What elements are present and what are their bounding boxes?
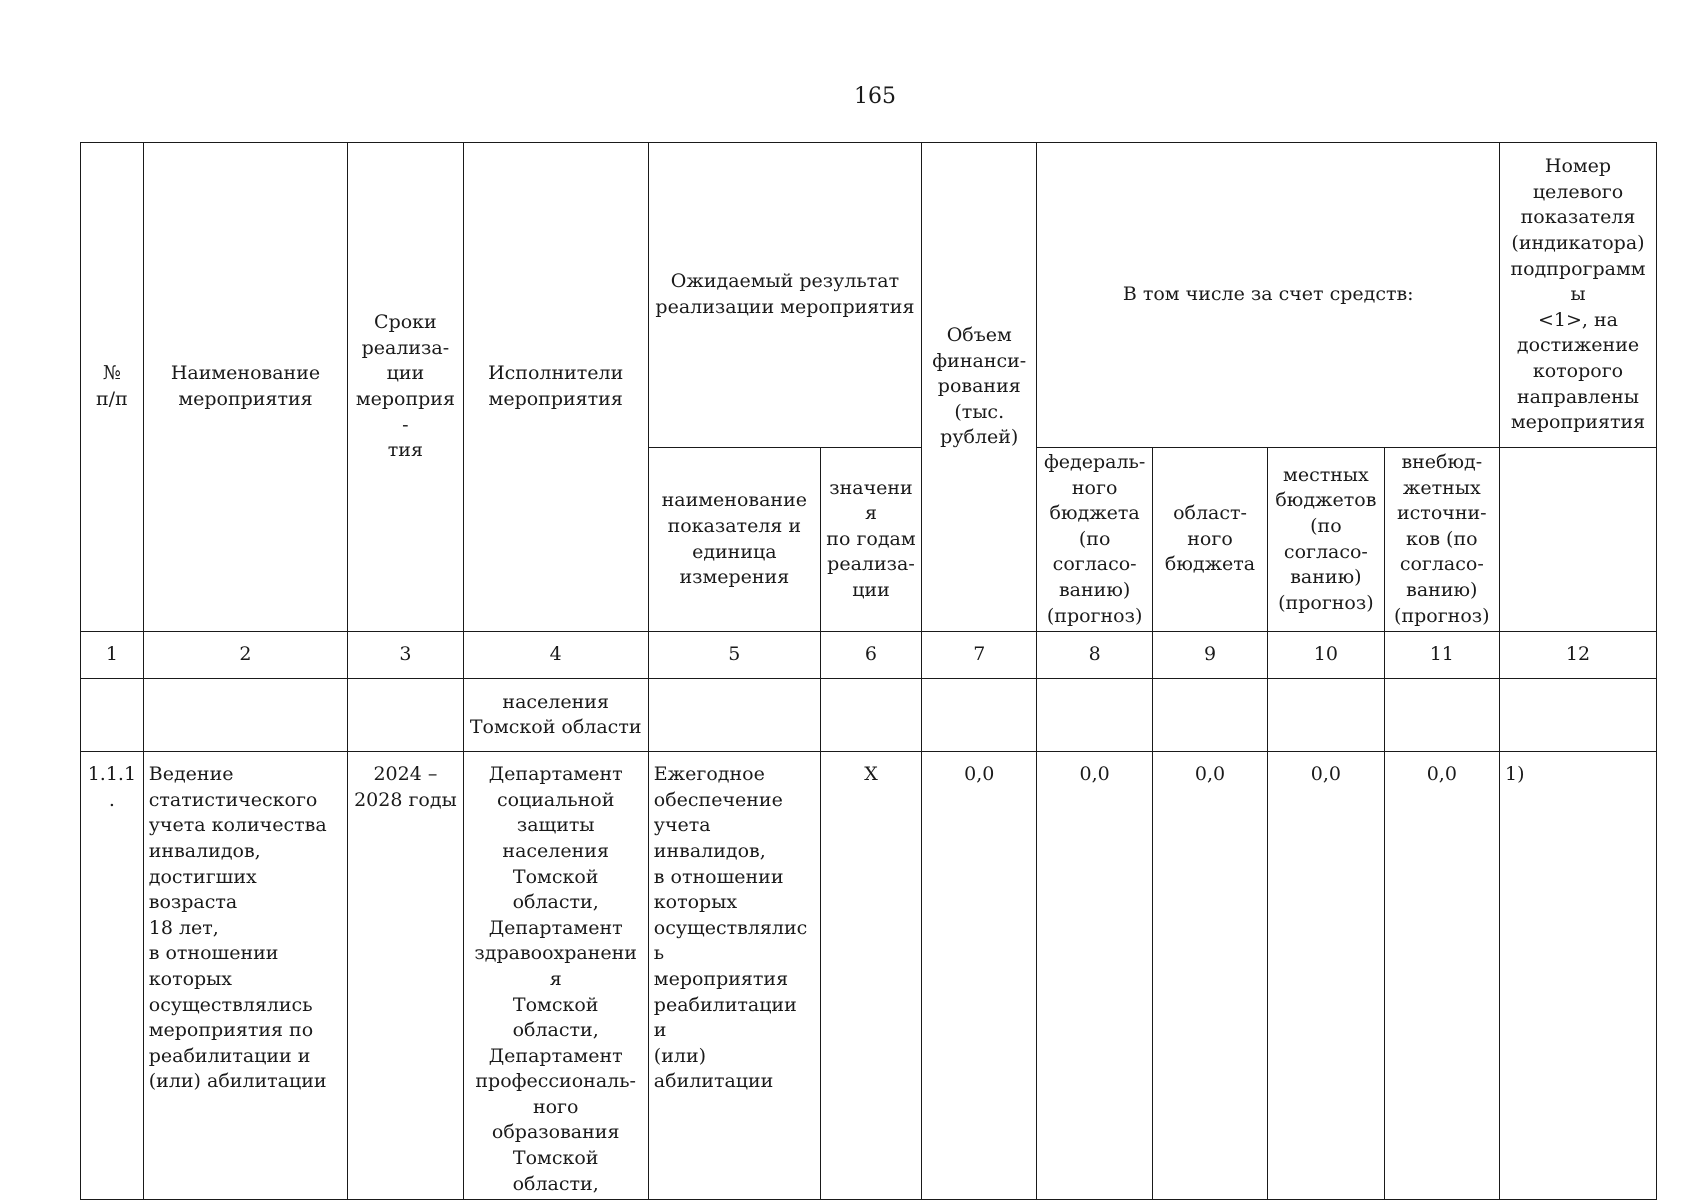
header-target-indicator: Номер целевого показателя (индикатора) подпрограммы <1>, на достижение которого направлены мероприятия [1500, 143, 1657, 448]
column-number: 4 [463, 632, 648, 679]
header-name: Наименование мероприятия [143, 143, 347, 632]
header-funding-volume: Объем финанси- рования (тыс. рублей) [922, 143, 1037, 632]
header-values-by-year: значения по годам реализа- ции [820, 448, 921, 632]
row-target-indicator: 1) [1500, 752, 1657, 1200]
row-executors: Департамент социальной защиты населения Томской области, Департамент здравоохранения Томской области, Департамент профессиональ- ного образования Томской области, [463, 752, 648, 1200]
table-cell [1268, 679, 1384, 752]
table-cell [81, 679, 144, 752]
continuation-row [81, 679, 1657, 752]
column-number: 8 [1037, 632, 1152, 679]
table-cell [1037, 679, 1152, 752]
column-number: 9 [1152, 632, 1267, 679]
header-row-1 [81, 143, 1657, 448]
column-number: 6 [820, 632, 921, 679]
activities-table [80, 142, 1657, 1200]
column-number: 5 [648, 632, 820, 679]
header-indicator-name: наименование показателя и единица измерения [648, 448, 820, 632]
header-period: Сроки реализа- ции мероприя- тия [348, 143, 463, 632]
header-federal: федераль- ного бюджета (по согласо- ванию) (прогноз) [1037, 448, 1152, 632]
header-regional: област- ного бюджета [1152, 448, 1267, 632]
table-cell [348, 679, 463, 752]
page-number: 165 [854, 84, 896, 109]
table-cell [922, 679, 1037, 752]
column-number: 11 [1384, 632, 1499, 679]
column-numbers-row [81, 632, 1657, 679]
table-cell [1384, 679, 1499, 752]
header-extra-budget: внебюд- жетных источни- ков (по согласо- ванию) (прогноз) [1384, 448, 1499, 632]
table-cell [143, 679, 347, 752]
header-including: В том числе за счет средств: [1037, 143, 1500, 448]
table-cell [648, 679, 820, 752]
column-number: 3 [348, 632, 463, 679]
table-row [81, 752, 1657, 1200]
row-values-by-year: X [820, 752, 921, 1200]
row-regional: 0,0 [1152, 752, 1267, 1200]
column-number: 7 [922, 632, 1037, 679]
row-period: 2024 – 2028 годы [348, 752, 463, 1200]
header-num: № п/п [81, 143, 144, 632]
header-local: местных бюджетов (по согласо- ванию) (прогноз) [1268, 448, 1384, 632]
table-cell [1152, 679, 1267, 752]
header-executors: Исполнители мероприятия [463, 143, 648, 632]
column-number: 10 [1268, 632, 1384, 679]
header-target-indicator-blank [1500, 448, 1657, 632]
row-name: Ведение статистического учета количества инвалидов, достигших возраста 18 лет, в отношении которых осуществлялись мероприятия по реабилитации и (или) абилитации [143, 752, 347, 1200]
row-indicator-name: Ежегодное обеспечение учета инвалидов, в отношении которых осуществлялись мероприятия реабилитации и (или) абилитации [648, 752, 820, 1200]
row-funding-volume: 0,0 [922, 752, 1037, 1200]
column-number: 12 [1500, 632, 1657, 679]
continuation-executors: населения Томской области [463, 679, 648, 752]
row-federal: 0,0 [1037, 752, 1152, 1200]
header-expected-result: Ожидаемый результат реализации мероприятия [648, 143, 921, 448]
table-cell [820, 679, 921, 752]
column-number: 1 [81, 632, 144, 679]
row-extra-budget: 0,0 [1384, 752, 1499, 1200]
row-num: 1.1.1. [81, 752, 144, 1200]
row-local: 0,0 [1268, 752, 1384, 1200]
column-number: 2 [143, 632, 347, 679]
table-cell [1500, 679, 1657, 752]
